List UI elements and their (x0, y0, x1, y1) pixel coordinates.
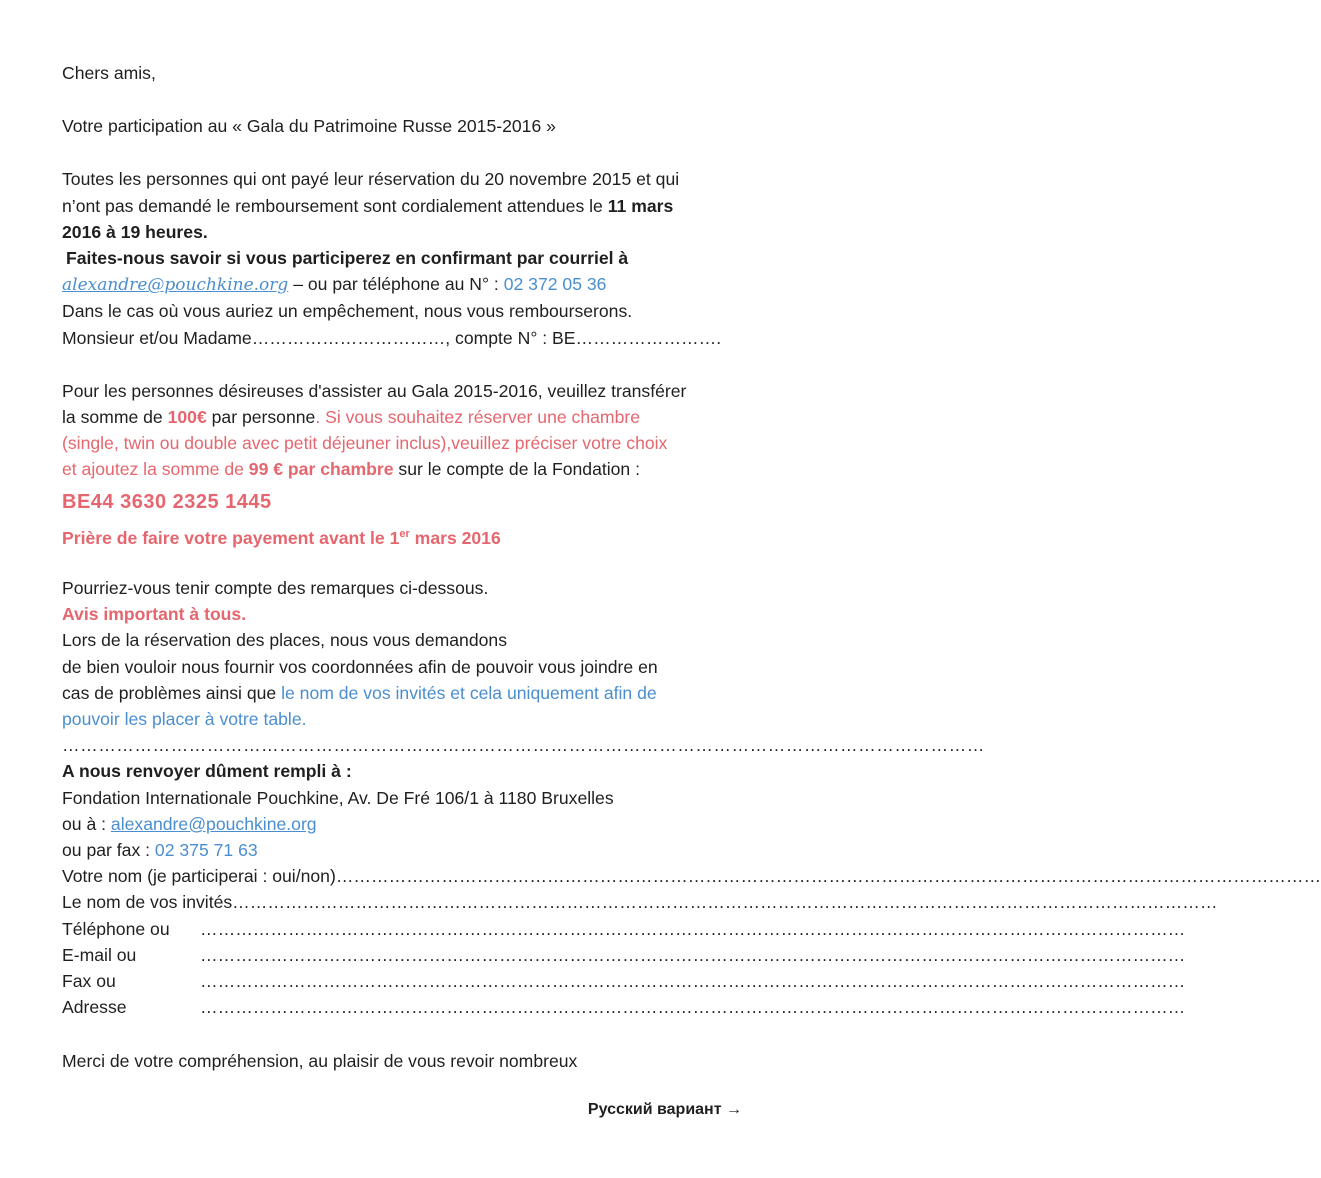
field-phone[interactable]: Téléphone ou …………………………………………………………………………………………………………………………………………………… (62, 918, 1186, 939)
foundation-address: Fondation Internationale Pouchkine, Av. De Fré 106/1 à 1180 Bruxelles (62, 787, 614, 808)
field-address[interactable]: Adresse …………………………………………………………………………………………………………………………………………………… (62, 997, 1186, 1018)
text-line: Toutes les personnes qui ont payé leur réservation du 20 novembre 2015 et qui (62, 169, 680, 190)
letter-body (62, 60, 1321, 1074)
cut-separator: ……………………………………………………………………………………………………………………………………… (62, 735, 985, 756)
form-email-link[interactable]: alexandre@pouchkine.org (110, 813, 317, 834)
phone-link[interactable]: 02 372 05 36 (503, 274, 607, 295)
reply-form (62, 758, 1321, 1020)
text-line: pouvoir les placer à votre table. (62, 709, 307, 730)
form-fax-number: 02 375 71 63 (154, 840, 258, 861)
closing-line: Merci de votre compréhension, au plaisir de vous revoir nombreux (62, 1050, 578, 1071)
text-line: 2016 à 19 heures. (62, 221, 208, 242)
greeting: Chers amis, (62, 63, 156, 83)
payment-deadline: Prière de faire votre payement avant le 1er mars 2016 (62, 527, 501, 548)
form-email-line: ou à : alexandre@pouchkine.org (62, 813, 317, 834)
text-line: de bien vouloir nous fournir vos coordonnées afin de pouvoir vous joindre en (62, 656, 658, 677)
field-name[interactable]: Votre nom (je participerai : oui/non) …………………………………………………………………………………………………………………………………………………… (62, 866, 1321, 887)
subject-line: Votre participation au « Gala du Patrimoine Russe 2015-2016 » (62, 116, 556, 137)
form-heading: A nous renvoyer dûment rempli à : (62, 761, 352, 782)
field-fax[interactable]: Fax ou …………………………………………………………………………………………………………………………………………………… (62, 971, 1186, 992)
field-guests[interactable]: Le nom de vos invités …………………………………………………………………………………………………………………………………………………… (62, 892, 1218, 913)
email-link[interactable]: alexandre@pouchkine.org (62, 275, 289, 296)
paragraph-payment (62, 378, 762, 515)
text-line: Dans le cas où vous auriez un empêchement, nous vous rembourserons. (62, 301, 633, 322)
contact-line: alexandre@pouchkine.org – ou par téléphone au N° : 02 372 05 36 (62, 274, 607, 296)
important-notice: Avis important à tous. (62, 604, 247, 625)
text-line: (single, twin ou double avec petit déjeuner inclus),veuillez préciser votre choix (62, 433, 668, 454)
text-line: la somme de 100€ par personne. Si vous souhaitez réserver une chambre (62, 407, 640, 428)
text-line: cas de problèmes ainsi que le nom de vos invités et cela uniquement afin de (62, 682, 657, 703)
text-line: n’ont pas demandé le remboursement sont cordialement attendues le 11 mars (62, 195, 674, 216)
russian-version-link[interactable]: Русский вариант → (587, 1101, 742, 1118)
form-fax-line: ou par fax : 02 375 71 63 (62, 840, 258, 861)
paragraph-notes (62, 575, 762, 732)
text-line: Pour les personnes désireuses d'assister au Gala 2015-2016, veuillez transférer (62, 380, 687, 401)
refund-line: Monsieur et/ou Madame……………………………, compte N° : BE……………………. (62, 327, 722, 348)
text-line: Pourriez-vous tenir compte des remarques ci-dessous. (62, 578, 489, 599)
paragraph-attendance (62, 166, 762, 350)
iban: BE44 3630 2325 1445 (62, 490, 272, 513)
field-email[interactable]: E-mail ou …………………………………………………………………………………………………………………………………………………… (62, 944, 1186, 965)
text-line: Lors de la réservation des places, nous vous demandons (62, 630, 507, 651)
text-line: et ajoutez la somme de 99 € par chambre sur le compte de la Fondation : (62, 459, 640, 480)
confirm-request: Faites-nous savoir si vous participerez en confirmant par courriel à (66, 248, 629, 269)
